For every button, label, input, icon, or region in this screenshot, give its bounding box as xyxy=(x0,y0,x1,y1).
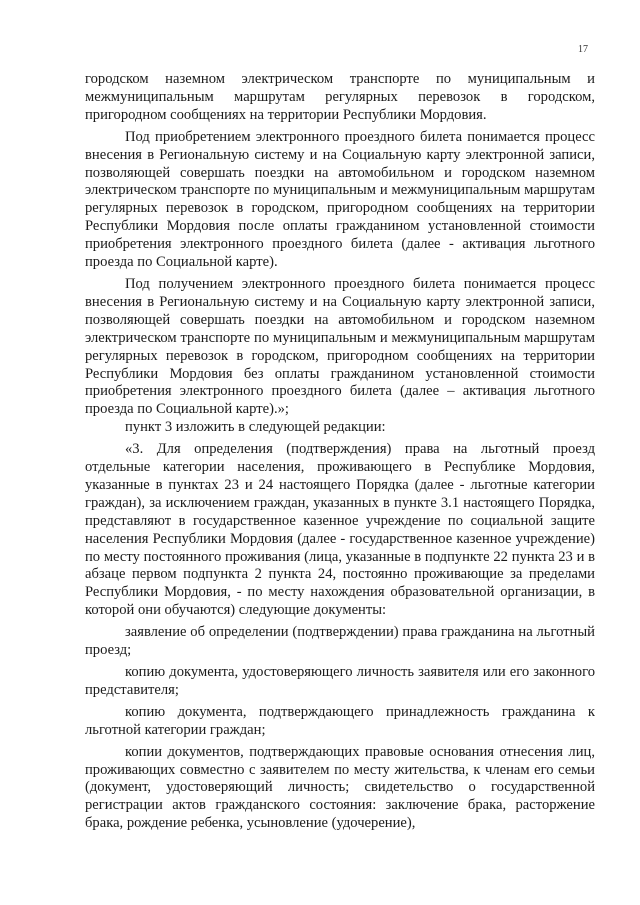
paragraph-receipt-definition: Под получением электронного проездного билета понимается процесс внесения в Региональную систему и на Социальную карту электронной записи, позволяющей совершать поездки на автомобильном и городском наземном электрическом транспорте по муниципальным и межмуниципальным маршрутам регулярных перевозок в городском, пригородном сообщениях на территории Республики Мордовия без оплаты гражданином установленной стоимости приобретения электронного проездного билета (далее – активация льготного проезда по Социальной карте).»; xyxy=(85,275,595,418)
paragraph-amendment-instruction: пункт 3 изложить в следующей редакции: xyxy=(125,419,386,436)
paragraph-point-3: «3. Для определения (подтверждения) права на льготный проезд отдельные категории населения, проживающего в Республике Мордовия, указанные в пунктах 23 и 24 настоящего Порядка (далее - льготные категории граждан), за исключением граждан, указанных в пункте 3.1 настоящего Порядка, представляют в государственное казенное учреждение по социальной защите населения Республики Мордовия (далее - государственное казенное учреждение) по месту постоянного проживания (лица, указанные в подпункте 22 пункта 23 и в абзаце первом подпункта 2 пункта 24, постоянно проживающие за пределами Республики Мордовия, - по месту нахождения образовательной организации, в которой они обучаются) следующие документы: xyxy=(85,441,595,619)
list-item-identity-document: копию документа, удостоверяющего личность заявителя или его законного представителя; xyxy=(85,664,595,698)
list-item-application: заявление об определении (подтверждении) права гражданина на льготный проезд; xyxy=(85,624,595,659)
document-body xyxy=(85,71,595,833)
paragraph-acquisition-definition: Под приобретением электронного проездного билета понимается процесс внесения в Региональную систему и на Социальную карту электронной записи, позволяющей совершать поездки на автомобильном и городском наземном электрическом транспорте по муниципальным и межмуниципальным маршрутам регулярных перевозок в городском, пригородном сообщениях на территории Республики Мордовия после оплаты гражданином установленной стоимости приобретения электронного проездного билета (далее - активация льготного проезда по Социальной карте). xyxy=(85,128,595,271)
list-item-family-documents: копии документов, подтверждающих правовые основания отнесения лиц, проживающих совместно с заявителем по месту жительства, к членам его семьи (документ, удостоверяющий личность; свидетельство о государственной регистрации актов гражданского состояния: заключение брака, расторжение брака, рождение ребенка, усыновление (удочерение), xyxy=(85,743,595,832)
list-item-category-document: копию документа, подтверждающего принадлежность гражданина к льготной категории граждан; xyxy=(85,703,595,738)
paragraph-continuation: городском наземном электрическом транспорте по муниципальным и межмуниципальным маршрутам регулярных перевозок в городском, пригородном сообщениях на территории Республики Мордовия. xyxy=(85,71,595,123)
page-number: 17 xyxy=(578,44,588,55)
